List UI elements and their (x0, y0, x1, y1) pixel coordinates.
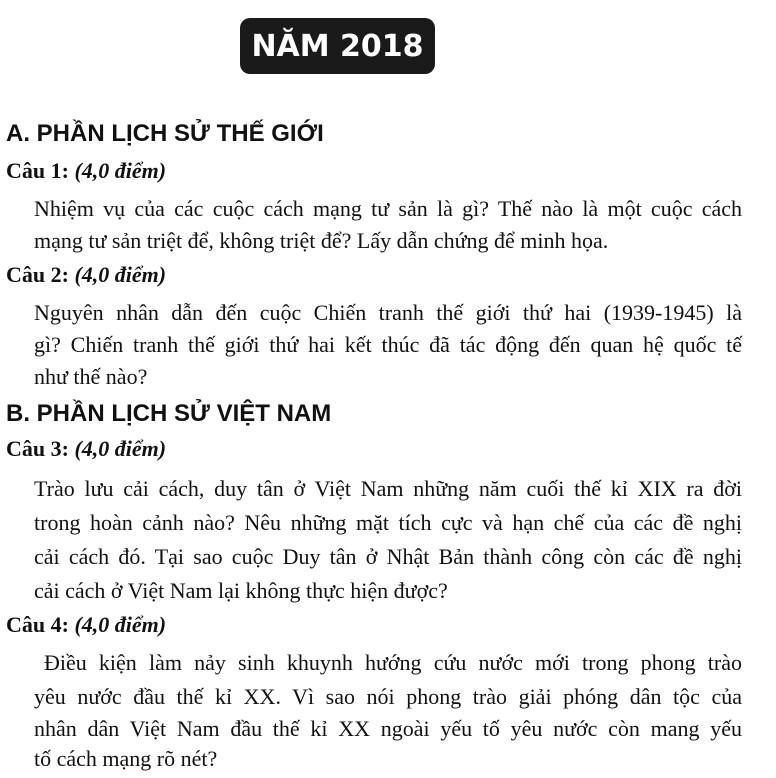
question-label: Câu 1: (6, 158, 69, 183)
question-label: Câu 4: (6, 612, 69, 637)
year-banner: NĂM 2018 (240, 18, 435, 74)
question-text-line: trong hoàn cảnh nào? Nêu những mặt tích cực và hạn chế của các đề nghị (34, 510, 742, 535)
question-4-header (6, 612, 166, 638)
question-points: (4,0 điểm) (74, 436, 167, 461)
question-1-header (6, 158, 166, 184)
question-text-line: yêu nước đầu thế kỉ XX. Vì sao nói phong trào giải phóng dân tộc của (34, 684, 742, 709)
question-text-line: nhân dân Việt Nam đầu thế kỉ XX ngoài yếu tố yêu nước còn mang yếu (34, 716, 742, 741)
question-points: (4,0 điểm) (74, 612, 167, 637)
question-points: (4,0 điểm) (74, 262, 167, 287)
question-text-line: tố cách mạng rõ nét? (34, 746, 218, 771)
question-text-line: Nguyên nhân dẫn đến cuộc Chiến tranh thế giới thứ hai (1939-1945) là (34, 300, 742, 325)
question-text-line: mạng tư sản triệt để, không triệt để? Lấy dẫn chứng để minh họa. (34, 228, 609, 253)
question-text-line: Điều kiện làm nảy sinh khuynh hướng cứu nước mới trong phong trào (44, 650, 742, 675)
question-label: Câu 2: (6, 262, 69, 287)
question-3-header (6, 436, 166, 462)
question-text-line: Nhiệm vụ của các cuộc cách mạng tư sản là gì? Thế nào là một cuộc cách (34, 196, 742, 221)
question-text-line: cải cách ở Việt Nam lại không thực hiện được? (34, 578, 448, 603)
question-2-header (6, 262, 166, 288)
section-heading-world-history: A. PHẦN LỊCH SỬ THẾ GIỚI (6, 120, 324, 147)
question-text-line: gì? Chiến tranh thế giới thứ hai kết thúc đã tác động đến quan hệ quốc tế (34, 332, 742, 357)
question-points: (4,0 điểm) (74, 158, 167, 183)
question-text-line: Trào lưu cải cách, duy tân ở Việt Nam những năm cuối thế kỉ XIX ra đời (34, 476, 742, 501)
section-heading-vietnam-history: B. PHẦN LỊCH SỬ VIỆT NAM (6, 400, 332, 427)
question-text-line: như thế nào? (34, 364, 148, 389)
question-text-line: cải cách đó. Tại sao cuộc Duy tân ở Nhật Bản thành công còn các đề nghị (34, 544, 742, 569)
question-label: Câu 3: (6, 436, 69, 461)
